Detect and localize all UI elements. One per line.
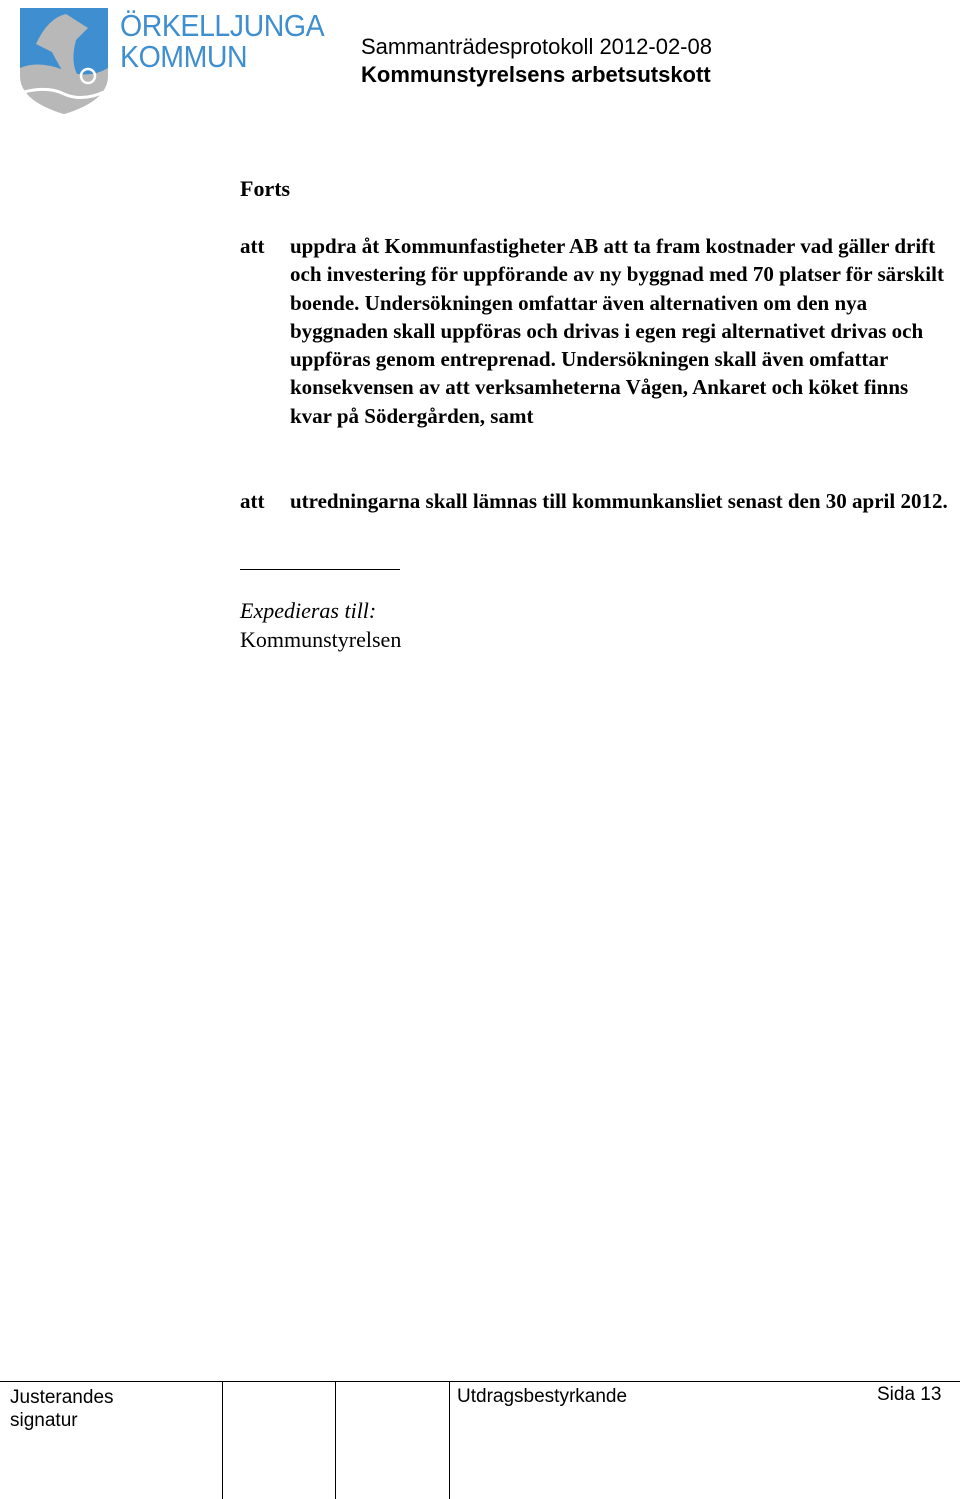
page-number: Sida 13	[877, 1384, 942, 1405]
footer-divider	[222, 1382, 223, 1499]
justerandes-signatur-label: Justerandes signatur	[10, 1387, 114, 1431]
committee-name: Kommunstyrelsens arbetsutskott	[361, 62, 711, 87]
signature-footer	[0, 1381, 960, 1499]
protocol-title: Sammanträdesprotokoll 2012-02-08	[361, 34, 712, 59]
clause-text: utredningarna skall lämnas till kommunkansliet senast den 30 april 2012.	[290, 489, 948, 513]
coat-of-arms-icon	[18, 6, 110, 116]
clause-keyword: att	[240, 234, 265, 258]
municipality-logo	[18, 6, 110, 116]
footer-divider	[335, 1382, 336, 1499]
clause-keyword: att	[240, 489, 265, 513]
continuation-heading: Forts	[240, 176, 291, 201]
logo-wordmark	[120, 10, 324, 72]
distribution-recipient: Kommunstyrelsen	[240, 627, 402, 652]
logo-line-1: ÖRKELLJUNGA	[120, 8, 325, 43]
distribution-label: Expedieras till:	[240, 598, 377, 623]
footer-divider	[449, 1382, 450, 1499]
clause-text: uppdra åt Kommunfastigheter AB att ta fram kostnader vad gäller drift och investering för uppförande av ny byggnad med 70 platser för särskilt boende. Undersökningen omfattar även alternativen om den nya byggnaden skall uppföras och drivas i egen regi alternativet drivas och uppföras genom entreprenad. Undersökningen skall även omfattar konsekvensen av att verksamheterna Vågen, Ankaret och köket finns kvar på Södergården, samt	[290, 234, 944, 428]
utdragsbestyrkande-label: Utdragsbestyrkande	[457, 1386, 628, 1407]
separator-line	[240, 569, 400, 570]
logo-line-2: KOMMUN	[120, 39, 248, 74]
